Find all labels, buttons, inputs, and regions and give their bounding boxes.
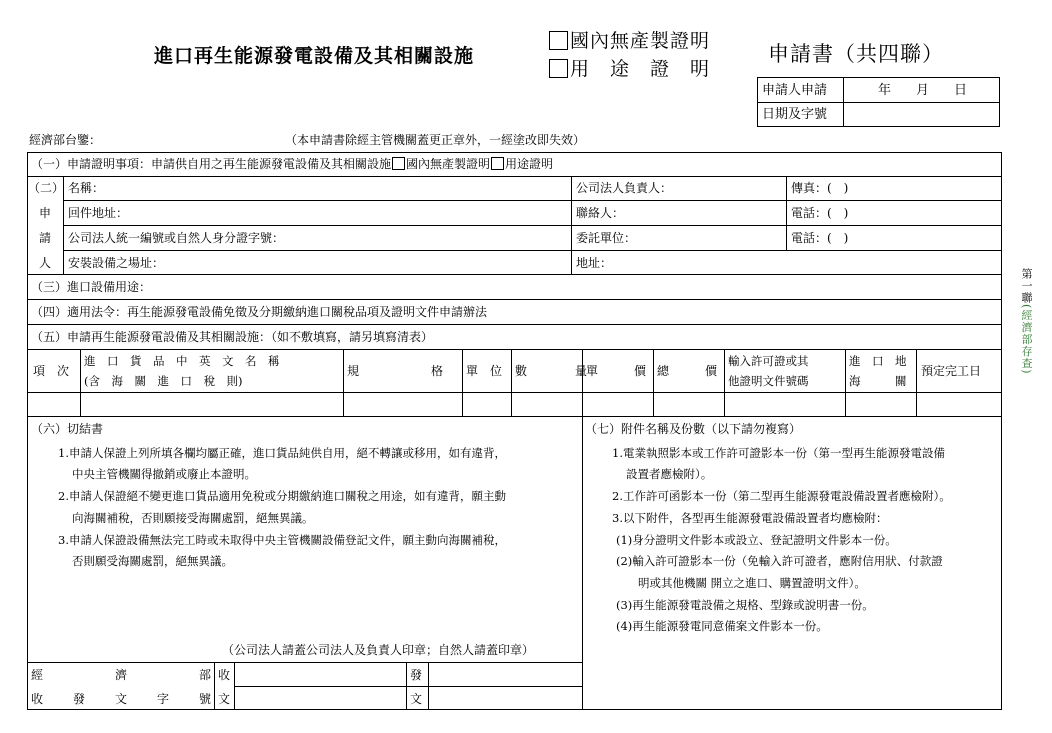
col-permit: 輸入許可證或其 (728, 354, 809, 368)
received-label: 文 (218, 692, 231, 706)
footer-moea: 部 (199, 668, 212, 682)
notice: （本申請書除經主管機關蓋更正章外，一經塗改即失效） (285, 133, 586, 147)
apply-date-label: 申請人申請 (762, 83, 828, 98)
pledge-item: 否則願受海關處罰，絕無異議。 (72, 554, 233, 568)
attachment-item: (3)再生能源發電設備之規格、型錄或說明書一份。 (616, 598, 874, 612)
attachment-item: (1)身分證明文件影本或設立、登記證明文件影本一份。 (616, 533, 897, 547)
form-title-suffix: 申請書（共四聯） (768, 42, 944, 66)
pledge-item: 1.申請人保證上列所填各欄均屬正確，進口貨品純供自用，絕不轉讓或移用，如有違背， (58, 446, 506, 460)
col-permit-sub: 他證明文件號碼 (728, 374, 809, 388)
apply-date-field[interactable]: 年 月 日 (878, 83, 974, 98)
site-address-field[interactable]: 地址： (576, 256, 613, 270)
option-no-domestic-production[interactable]: 國內無產製證明 (549, 26, 710, 53)
copy-label: 第一聯(經濟部存查) (1020, 268, 1033, 375)
addressee: 經濟部台鑒： (29, 133, 102, 147)
phone-field[interactable]: 電話：( ) (791, 231, 849, 245)
col-item: 項 次 (33, 364, 70, 378)
section6-label: （六）切結書 (31, 422, 104, 436)
footer-doc-no: 收 (31, 692, 44, 706)
section7-label: （七）附件名稱及份數（以下請勿複寫） (585, 422, 802, 436)
checkbox-usage[interactable] (491, 157, 504, 170)
checkbox-no-domestic[interactable] (392, 157, 405, 170)
col-finish-date: 預定完工日 (921, 364, 982, 378)
checkbox[interactable] (549, 31, 568, 50)
install-site-field[interactable]: 安裝設備之場址： (68, 256, 165, 270)
footer-doc-no: 號 (199, 692, 212, 706)
id-number-field[interactable]: 公司法人統一編號或自然人身分證字號： (68, 231, 285, 245)
applicant-name-field[interactable]: 名稱： (68, 181, 105, 195)
applicable-law: （四）適用法令：再生能源發電設備免徵及分期繳納進口關稅品項及證明文件申請辦法 (31, 305, 488, 319)
footer-moea: 經 (31, 668, 44, 682)
section2-side-label: （二） (28, 181, 65, 195)
seal-note: （公司法人請蓋公司法人及負責人印章；自然人請蓋印章） (222, 643, 535, 657)
attachment-item: 1.電業執照影本或工作許可證影本一份（第一型再生能源發電設備 (612, 446, 945, 460)
col-port: 進 口 地 (849, 354, 907, 368)
col-unit-price: 單 價 (586, 364, 647, 378)
sent-label: 發 (410, 668, 423, 682)
apply-number-label: 日期及字號 (762, 107, 828, 122)
form-title: 進口再生能源發電設備及其相關設施 (154, 45, 475, 67)
attachment-item: 2.工作許可函影本一份（第二型再生能源發電設備設置者應檢附）。 (612, 489, 951, 503)
section1-row: （一）申請證明事項：申請供自用之再生能源發電設備及其相關設施 國內無產製證明 用途證明 (31, 157, 554, 171)
attachment-item: 設置者應檢附）。 (626, 467, 713, 481)
col-quantity: 數 量 (515, 364, 588, 378)
section2-side-label: 人 (39, 256, 52, 270)
fax-field[interactable]: 傳真：( ) (791, 181, 849, 195)
sent-label: 文 (410, 692, 423, 706)
checkbox[interactable] (549, 59, 568, 78)
footer-doc-no: 字 (157, 692, 170, 706)
attachment-item: 明或其他機關 開立之進口、購置證明文件）。 (638, 576, 866, 590)
pledge-item: 向海關補稅，否則願接受海關處罰，絕無異議。 (72, 511, 314, 525)
usage-field[interactable]: （三）進口設備用途： (31, 280, 152, 294)
footer-doc-no: 發 (73, 692, 86, 706)
contact-field[interactable]: 聯絡人： (576, 206, 625, 220)
col-unit: 單 位 (466, 364, 503, 378)
phone-field[interactable]: 電話：( ) (791, 206, 849, 220)
col-port-sub: 海 關 (849, 374, 907, 388)
agent-field[interactable]: 委託單位： (576, 231, 637, 245)
attachment-item: (2)輸入許可證影本一份（免輸入許可證者，應附信用狀、付款證 (616, 554, 943, 568)
col-total-price: 總 價 (657, 364, 718, 378)
pledge-item: 中央主管機關得撤銷或廢止本證明。 (72, 467, 256, 481)
col-name-sub: (含 海 關 進 口 稅 則) (84, 374, 243, 388)
option-usage-certificate[interactable]: 用 途 證 明 (549, 54, 710, 81)
attachment-item: 3.以下附件，各型再生能源發電設備設置者均應檢附： (612, 511, 888, 525)
section5-label: （五）申請再生能源發電設備及其相關設施：（如不敷填寫，請另填寫清表） (31, 330, 434, 344)
pledge-item: 3.申請人保證設備無法完工時或未取得中央主管機關設備登記文件，願主動向海關補稅， (58, 533, 506, 547)
col-spec: 規 格 (347, 364, 444, 378)
return-address-field[interactable]: 回件地址： (68, 206, 129, 220)
footer-moea: 濟 (115, 668, 128, 682)
attachment-item: (4)再生能源發電同意備案文件影本一份。 (616, 619, 828, 633)
col-name: 進 口 貨 品 中 英 文 名 稱 (84, 354, 280, 368)
section2-side-label: 申 (39, 206, 52, 220)
footer-doc-no: 文 (115, 692, 128, 706)
section2-side-label: 請 (39, 231, 52, 245)
received-label: 收 (218, 668, 231, 682)
pledge-item: 2.申請人保證絕不變更進口貨品適用免稅或分期繳納進口關稅之用途，如有違背，願主動 (58, 489, 506, 503)
legal-rep-field[interactable]: 公司法人負責人： (576, 181, 673, 195)
